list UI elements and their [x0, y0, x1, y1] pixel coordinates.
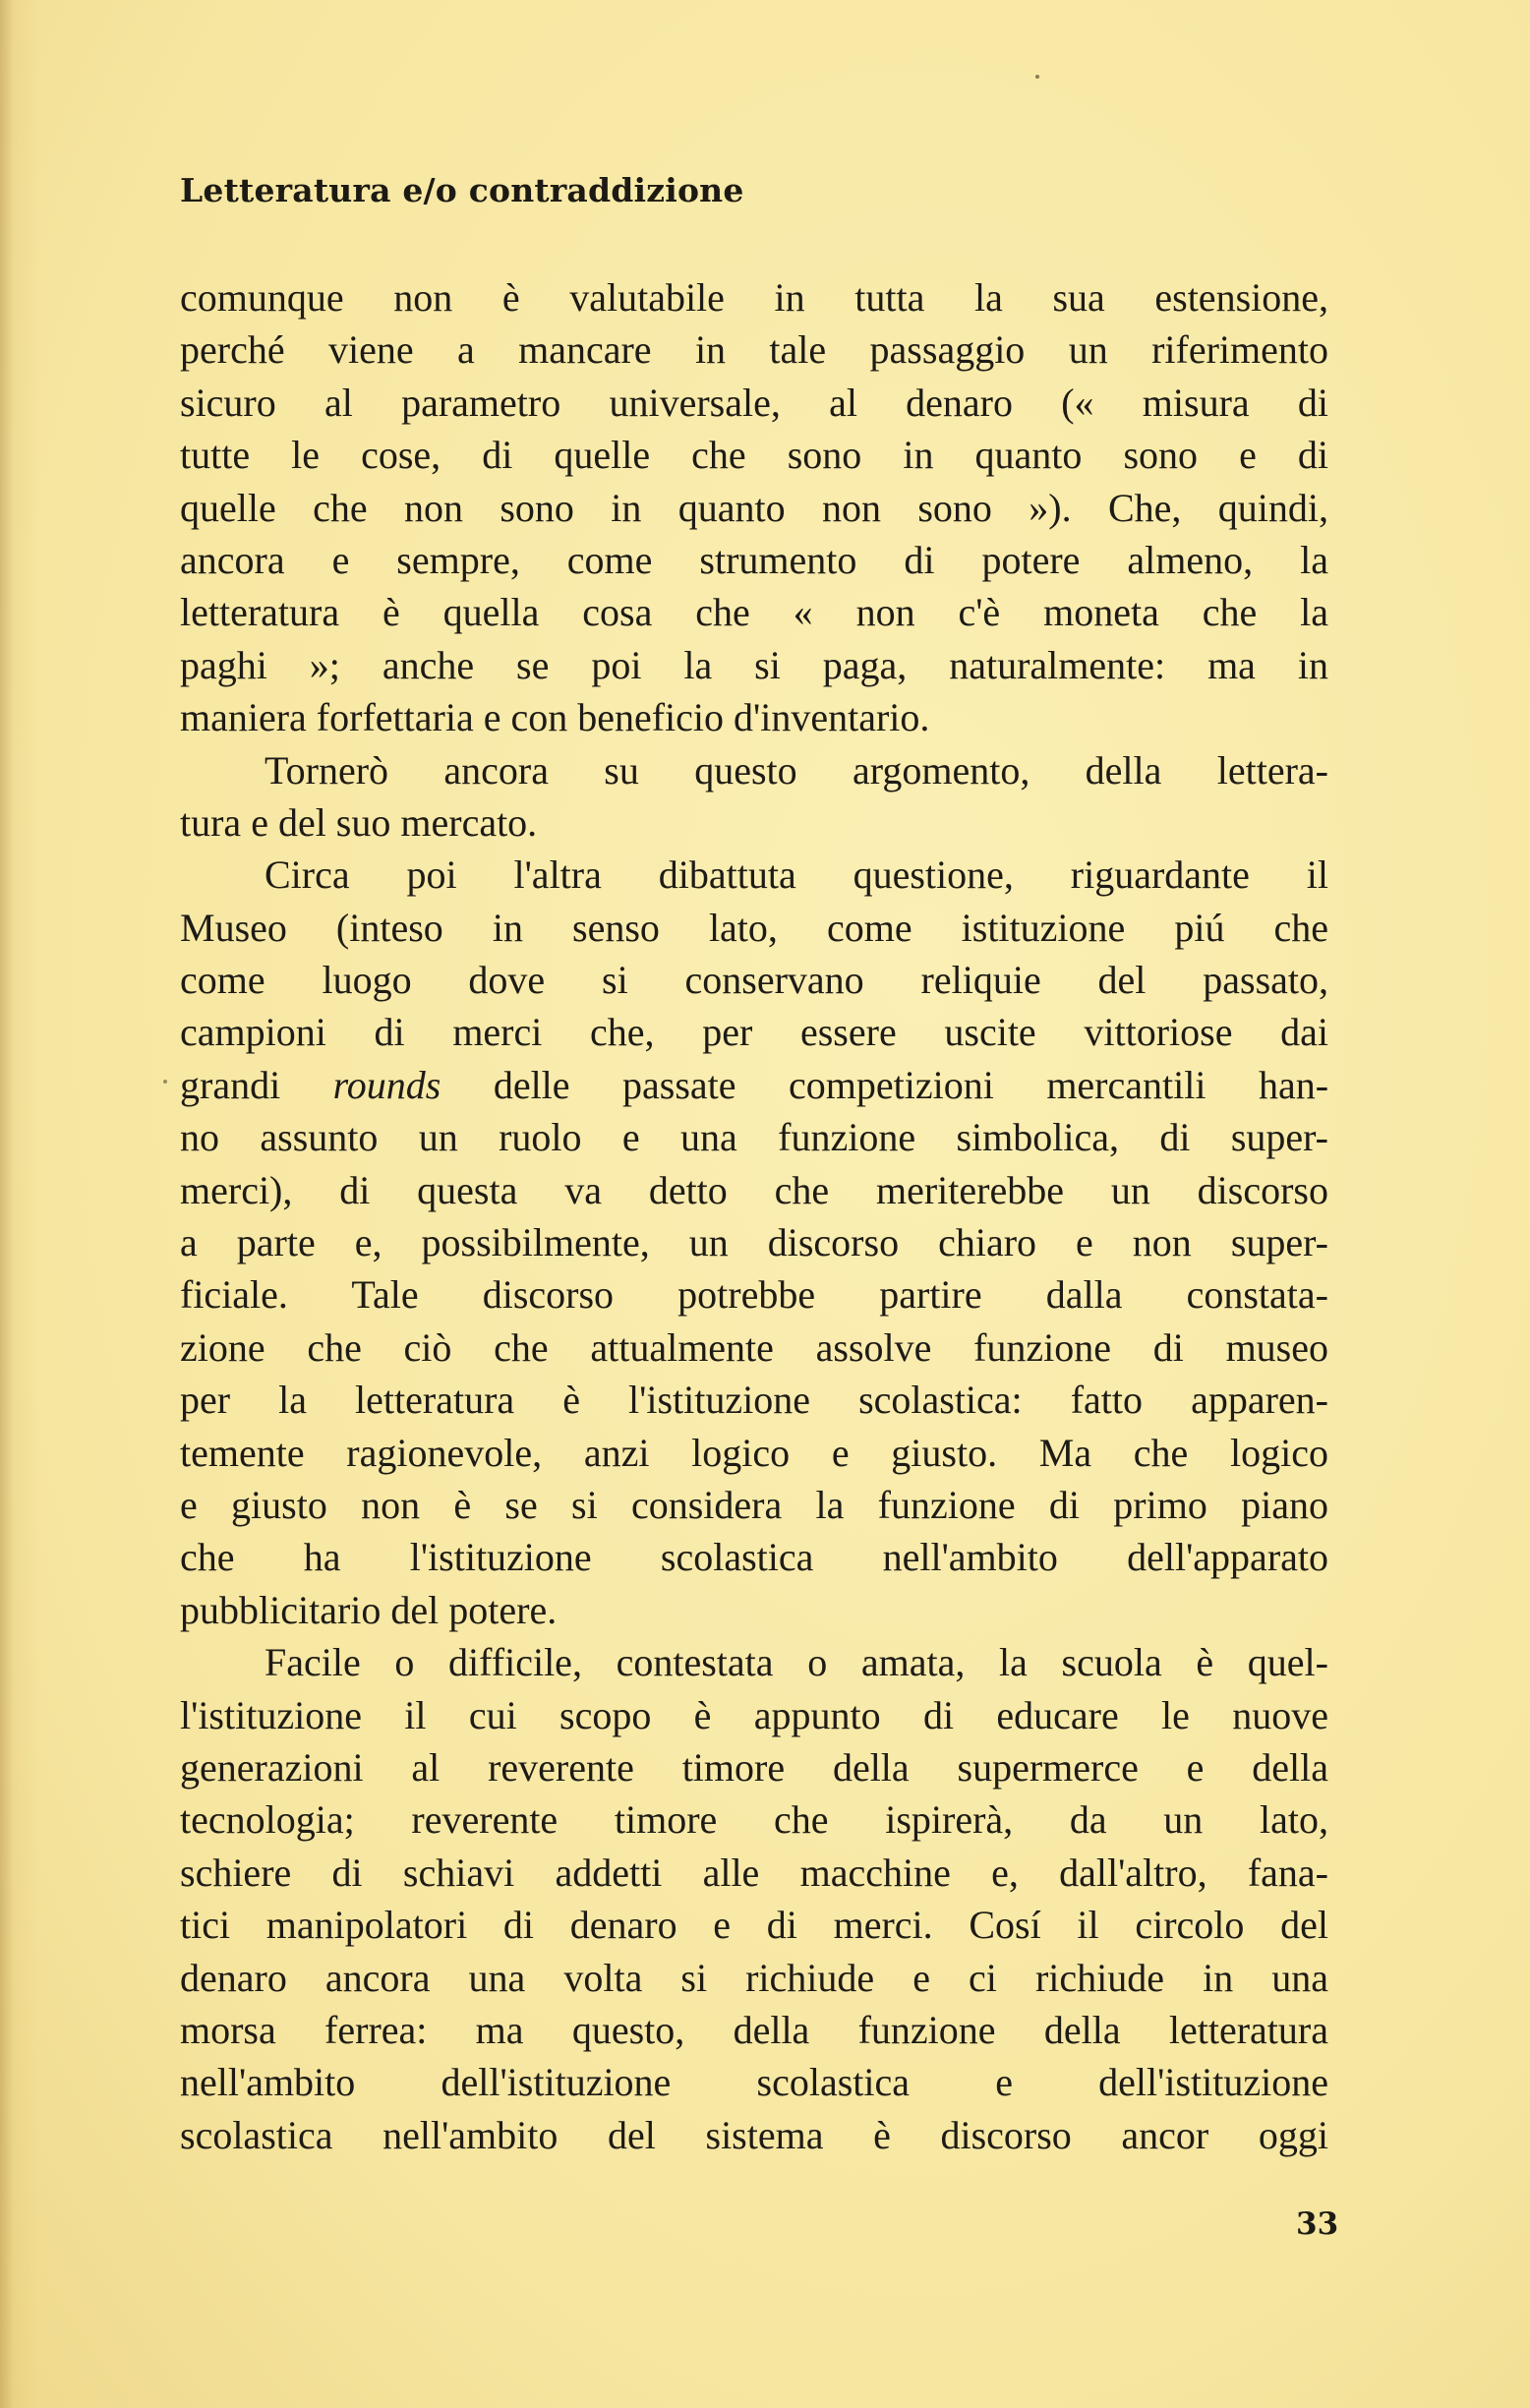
text-line: tura e del suo mercato.: [180, 799, 538, 845]
text-line: l'istituzione il cui scopo è appunto di educare le nuove: [180, 1692, 1328, 1737]
text-line: paghi »; anche se poi la si paga, naturalmente: ma in: [180, 642, 1328, 687]
text-line: zione che ciò che attualmente assolve funzione di museo: [180, 1324, 1328, 1370]
text-line: letteratura è quella cosa che « non c'è moneta che la: [180, 590, 1328, 635]
text-line: sicuro al parametro universale, al denaro (« misura di: [180, 380, 1328, 425]
text-line: campioni di merci che, per essere uscite vittoriose dai: [180, 1010, 1328, 1055]
text-line: come luogo dove si conservano reliquie del passato,: [180, 958, 1328, 1003]
text-line: ficiale. Tale discorso potrebbe partire dalla constata-: [180, 1272, 1328, 1318]
text-line: pubblicitario del potere.: [180, 1587, 558, 1632]
text-line: per la letteratura è l'istituzione scolastica: fatto apparen-: [180, 1378, 1328, 1423]
text-fragment: grandi: [180, 1062, 281, 1107]
text-line: morsa ferrea: ma questo, della funzione della letteratura: [180, 2007, 1328, 2052]
text-line: che ha l'istituzione scolastica nell'ambito dell'apparato: [180, 1535, 1328, 1580]
text-line: maniera forfettaria e con beneficio d'inventario.: [180, 695, 930, 740]
page-number: 33: [1296, 2206, 1339, 2242]
text-line: tecnologia; reverente timore che ispirerà, da un lato,: [180, 1797, 1328, 1843]
print-speck: [1035, 75, 1039, 79]
text-line: generazioni al reverente timore della supermerce e della: [180, 1744, 1328, 1790]
text-line: scolastica nell'ambito del sistema è discorso ancor oggi: [180, 2112, 1328, 2157]
text-line: tutte le cose, di quelle che sono in quanto sono e di: [180, 433, 1328, 478]
text-line: schiere di schiavi addetti alle macchine e, dall'altro, fana-: [180, 1850, 1328, 1895]
paragraph-start-line: Circa poi l'altra dibattuta questione, riguardante il: [265, 852, 1328, 898]
text-line: comunque non è valutabile in tutta la sua estensione,: [180, 275, 1328, 320]
italic-term: rounds: [332, 1062, 441, 1107]
text-line: [180, 1059, 1328, 1111]
text-line: e giusto non è se si considera la funzione di primo piano: [180, 1482, 1328, 1527]
text-line: tici manipolatori di denaro e di merci. Cosí il circolo del: [180, 1903, 1328, 1948]
text-line: merci), di questa va detto che meriterebbe un discorso: [180, 1167, 1328, 1212]
text-line: temente ragionevole, anzi logico e giusto. Ma che logico: [180, 1430, 1328, 1475]
text-line: no assunto un ruolo e una funzione simbolica, di super-: [180, 1115, 1328, 1160]
running-title: Letteratura e/o contraddizione: [180, 171, 744, 209]
text-line: quelle che non sono in quanto non sono »). Che, quindi,: [180, 485, 1328, 530]
print-speck: [163, 1080, 167, 1084]
text-fragment: delle passate competizioni mercantili han-: [493, 1062, 1329, 1107]
text-line: perché viene a mancare in tale passaggio un riferimento: [180, 327, 1328, 373]
text-line: denaro ancora una volta si richiude e ci richiude in una: [180, 1955, 1328, 2000]
page-body: [180, 271, 1328, 2161]
text-line: Museo (inteso in senso lato, come istituzione piú che: [180, 905, 1328, 950]
text-line: a parte e, possibilmente, un discorso chiaro e non super-: [180, 1220, 1328, 1265]
paragraph-start-line: Facile o difficile, contestata o amata, la scuola è quel-: [265, 1640, 1328, 1685]
text-line: ancora e sempre, come strumento di potere almeno, la: [180, 537, 1328, 582]
paragraph-start-line: Tornerò ancora su questo argomento, della lettera-: [265, 747, 1328, 793]
text-line: nell'ambito dell'istituzione scolastica e dell'istituzione: [180, 2060, 1328, 2105]
